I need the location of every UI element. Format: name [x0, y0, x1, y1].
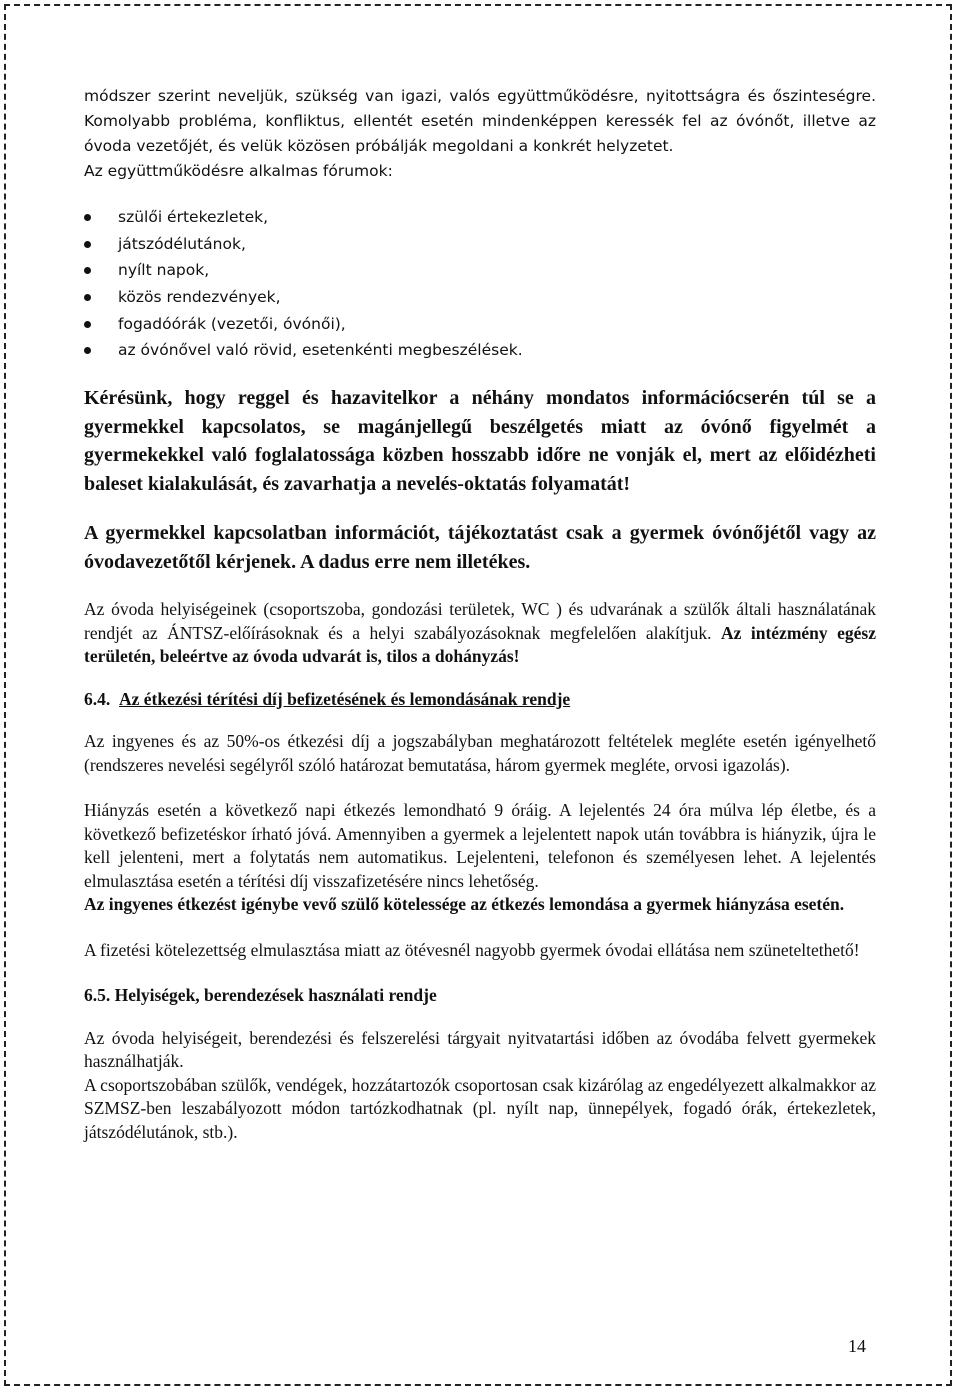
- bullet-icon: [84, 241, 91, 248]
- list-item: szülői értekezletek,: [84, 204, 876, 231]
- page-number: 14: [848, 1336, 866, 1356]
- bullet-icon: [84, 294, 91, 301]
- bullet-icon: [84, 347, 91, 354]
- premises-paragraph: Az óvoda helyiségeinek (csoportszoba, gondozási területek, WC ) és udvarának a szülők általi használatának rendjét az ÁNTSZ-előírásoknak és a helyi szabályozásoknak megfelelően alakítjuk. Az intézmény egész területén, beleértve az óvoda udvarát is, tilos a dohányzás!: [84, 599, 877, 667]
- section-6-4-paragraph-4: A fizetési kötelezettség elmulasztása miatt az ötévesnél nagyobb gyermek óvodai ellátása nem szüneteltethető!: [84, 939, 860, 960]
- forums-intro: Az együttműködésre alkalmas fórumok:: [84, 162, 393, 180]
- section-6-5-heading: 6.5. Helyiségek, berendezések használati rendje: [84, 985, 437, 1006]
- section-6-4-paragraph-2: Hiányzás esetén a következő napi étkezés lemondható 9 óráig. A lejelentés 24 óra múlva lép életbe, és a következő befizetéskor írható jóvá. Amennyiben a gyermek a lejelentett napok után továbbra is hiányzik, újra le kell jelenteni, mert a folytatás nem automatikus. Lejelenteni, telefonon és személyesen lehet. A lejelentés elmulasztása esetén a térítési díj visszafizetésére nincs lehetőség.: [84, 800, 876, 891]
- section-6-4-paragraph-3: Az ingyenes étkezést igénybe vevő szülő kötelessége az étkezés lemondása a gyermek hiányzása esetén.: [84, 894, 845, 915]
- request-paragraph: Kérésünk, hogy reggel és hazavitelkor a néhány mondatos információcserén túl se a gyermekkel kapcsolatos, se magánjellegű beszélgetés miatt az óvónő figyelmét a gyermekekkel való foglalatossága közben hosszabb időre ne vonják el, mert az előidézheti baleset kialakulását, és zavarhatja a nevelés-oktatás folyamatát!: [84, 387, 876, 495]
- bullet-icon: [84, 321, 91, 328]
- bullet-icon: [84, 267, 91, 274]
- section-6-4-paragraph-1: Az ingyenes és az 50%-os étkezési díj a jogszabályban meghatározott feltételek megléte esetén igényelhető (rendszeres nevelési segélyről szóló határozat bemutatása, három gyermek megléte, orvosi igazolás).: [84, 731, 876, 775]
- list-item: játszódélutánok,: [84, 231, 876, 258]
- list-item: az óvónővel való rövid, esetenkénti megbeszélések.: [84, 337, 876, 364]
- forums-list: [84, 204, 876, 364]
- intro-paragraph: módszer szerint neveljük, szükség van igazi, valós együttműködésre, nyitottságra és őszinteségre. Komolyabb probléma, konfliktus, ellentét esetén mindenképpen keressék fel az óvónőt, illetve az óvoda vezetőjét, és velük közösen próbálják megoldani a konkrét helyzetet.: [84, 87, 876, 155]
- list-item: közös rendezvények,: [84, 284, 876, 311]
- info-paragraph: A gyermekkel kapcsolatban információt, tájékoztatást csak a gyermek óvónőjétől vagy az óvodavezetőtől kérjenek. A dadus erre nem illetékes.: [84, 522, 876, 573]
- list-item: fogadóórák (vezetői, óvónői),: [84, 311, 876, 338]
- bullet-icon: [84, 214, 91, 221]
- section-6-4-heading: 6.4. Az étkezési térítési díj befizetésének és lemondásának rendje: [84, 688, 571, 709]
- list-item: nyílt napok,: [84, 257, 876, 284]
- section-6-5-paragraph-1: Az óvoda helyiségeit, berendezési és felszerelési tárgyait nyitvatartási időben az óvodába felvett gyermekek használhatják.: [84, 1027, 876, 1072]
- document-body: [84, 84, 876, 1144]
- section-6-5-paragraph-2: A csoportszobában szülők, vendégek, hozzátartozók csoportosan csak kizárólag az engedélyezett alkalmakkor az SZMSZ-ben leszabályozott módon tartózkodhatnak (pl. nyílt nap, ünnepélyek, fogadó órák, értekezletek, játszódélutánok, stb.).: [84, 1074, 876, 1142]
- smoking-ban-notice: Az intézmény egész területén, beleértve az óvoda udvarát is, tilos a dohányzás!: [84, 622, 877, 667]
